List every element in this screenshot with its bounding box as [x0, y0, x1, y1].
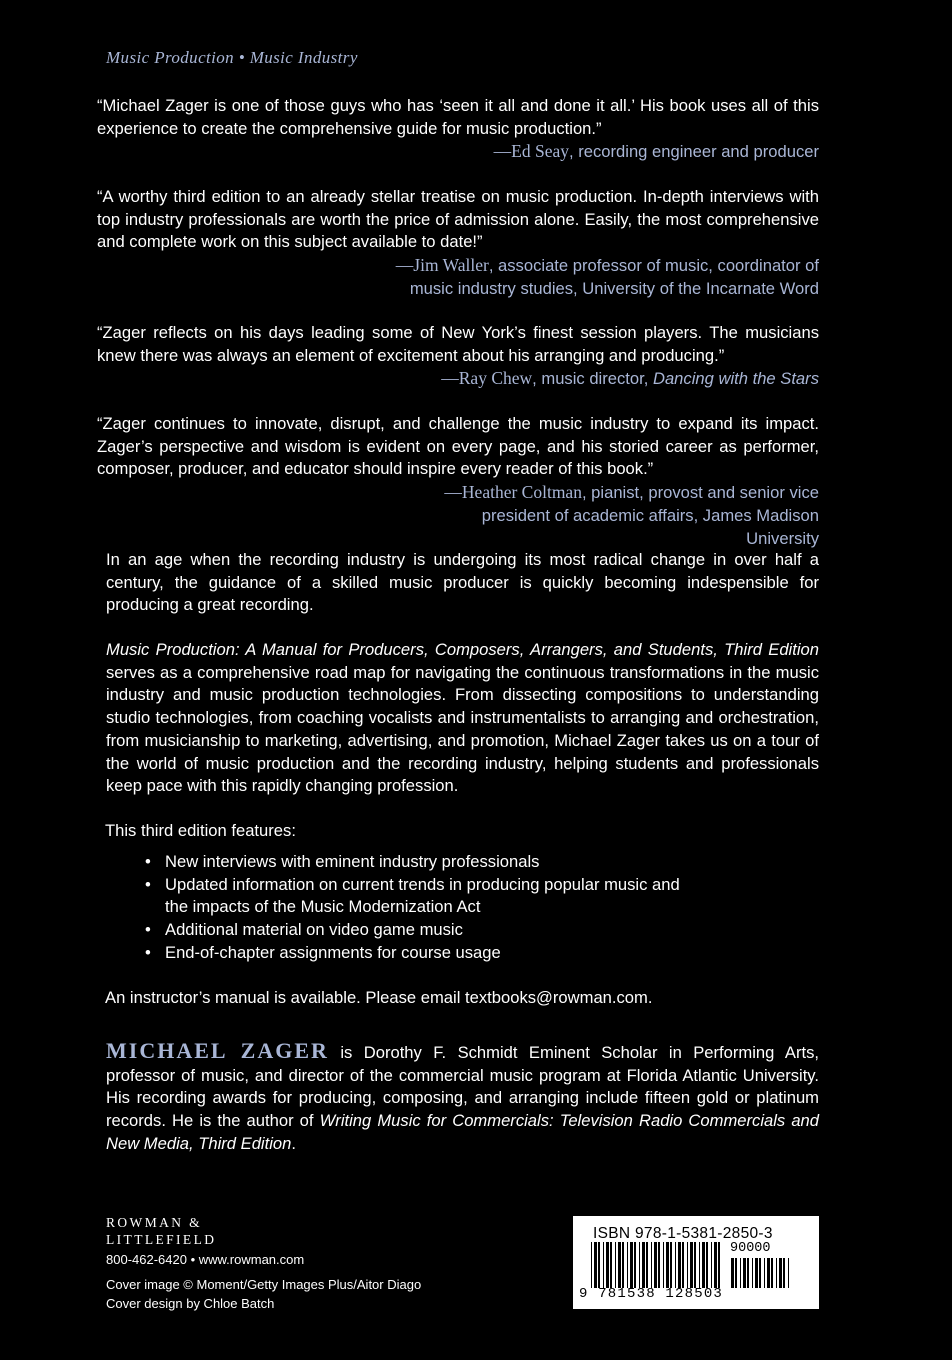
- quote-author: —Ed Seay: [493, 141, 569, 162]
- publisher-line: LITTLEFIELD: [106, 1232, 217, 1247]
- bio-end: .: [291, 1133, 297, 1153]
- list-item: • New interviews with eminent industry professionals: [145, 851, 765, 874]
- price-code: 90000: [730, 1241, 771, 1256]
- description-text: serves as a comprehensive road map for navigating the continuous transformations in the music industry and music production technologies. From dissecting compositions to understanding studio technologies, from coaching vocalists and instrumentalists to arranging and orchestration, from musicianship to marketing, advertising, and promotion, Michael Zager takes us on a tour of the world of music production and the recording industry, helping students and professionals keep pace with this rapidly changing profession.: [106, 662, 819, 796]
- list-item: • End-of-chapter assignments for course usage: [145, 942, 765, 965]
- quote-author: —Heather Coltman: [444, 482, 582, 503]
- quote-attribution: [97, 367, 819, 391]
- endorsement-quote: [97, 413, 819, 550]
- publisher-contact: 800-462-6420 • www.rowman.com: [106, 1252, 305, 1267]
- book-title: Music Production: A Manual for Producers, Composers, Arrangers, and Students, Third Edition: [106, 640, 819, 659]
- quote-text: “Michael Zager is one of those guys who has ‘seen it all and done it all.’ His book uses all of this experience to create the comprehensive guide for music production.”: [97, 96, 819, 138]
- quote-attribution: [97, 481, 819, 550]
- features-list: [145, 851, 765, 965]
- isbn-number: ISBN 978-1-5381-2850-3: [593, 1225, 773, 1242]
- bio-book-title: Writing Music for Commercials: Television Radio Commercials and New Media, Third Edition: [106, 1111, 820, 1153]
- publisher-logo: [106, 1214, 216, 1248]
- quote-role: , pianist, provost and senior vice president of academic affairs, James Madison University: [481, 483, 819, 548]
- endorsement-quote: [97, 322, 819, 391]
- ean-digits: 9 781538 128503: [579, 1286, 724, 1302]
- quote-author: —Ray Chew: [441, 368, 533, 389]
- quote-role: , associate professor of music, coordinator of music industry studies, University of the Incarnate Word: [409, 256, 819, 298]
- publisher-line: ROWMAN &: [106, 1215, 203, 1230]
- isbn-barcode: [573, 1216, 819, 1309]
- author-name: MICHAEL ZAGER: [106, 1038, 329, 1063]
- description-intro: In an age when the recording industry is undergoing its most radical change in over half a century, the guidance of a skilled music producer is quickly becoming indespensible for producing a great recording.: [106, 550, 819, 615]
- cover-image-credit: Cover image © Moment/Getty Images Plus/Aitor Diago: [106, 1277, 422, 1292]
- quote-text: “Zager continues to innovate, disrupt, and challenge the music industry to expand its impact. Zager’s perspective and wisdom is evident on every page, and his storied career as performer, composer, producer, and educator should inspire every reader of this book.”: [97, 414, 819, 479]
- quote-role-italic: Dancing with the Stars: [652, 369, 819, 389]
- quote-attribution: [97, 254, 819, 300]
- features-intro: This third edition features:: [105, 821, 296, 840]
- quote-role: , recording engineer and producer: [569, 142, 819, 162]
- quote-text: “Zager reflects on his days leading some of New York’s finest session players. The musicians knew there was always an element of excitement about his arranging and producing.”: [97, 323, 819, 365]
- addon-barcode-bars-icon: [731, 1258, 793, 1288]
- quote-text: “A worthy third edition to an already stellar treatise on music production. In-depth interviews with top industry professionals are worth the price of admission alone. Easily, the most comprehensive and complete work on this subject available to date!”: [97, 187, 819, 252]
- cover-design-credit: Cover design by Chloe Batch: [106, 1296, 275, 1311]
- bio-text: is Dorothy F. Schmidt Eminent Scholar in Performing Arts, professor of music, and director of the commercial music program at Florida Atlantic University. His recording awards for producing, composing, and arranging include fifteen gold or platinum records. He is the author of: [106, 1043, 820, 1131]
- list-item: • Additional material on video game music: [145, 919, 765, 942]
- endorsement-quote: [97, 95, 819, 164]
- category-label: Music Production • Music Industry: [106, 48, 358, 67]
- author-bio: [106, 1040, 819, 1156]
- quote-role: , music director,: [532, 369, 653, 389]
- quote-attribution: [97, 140, 819, 164]
- instructor-note: An instructor’s manual is available. Please email textbooks@rowman.com.: [105, 988, 653, 1007]
- quote-author: —Jim Waller: [395, 255, 489, 276]
- description-body: [106, 639, 819, 798]
- barcode-bars-icon: [591, 1242, 725, 1288]
- list-item: • Updated information on current trends in producing popular music and the impacts of the Music Modernization Act: [145, 874, 765, 919]
- endorsement-quote: [97, 186, 819, 301]
